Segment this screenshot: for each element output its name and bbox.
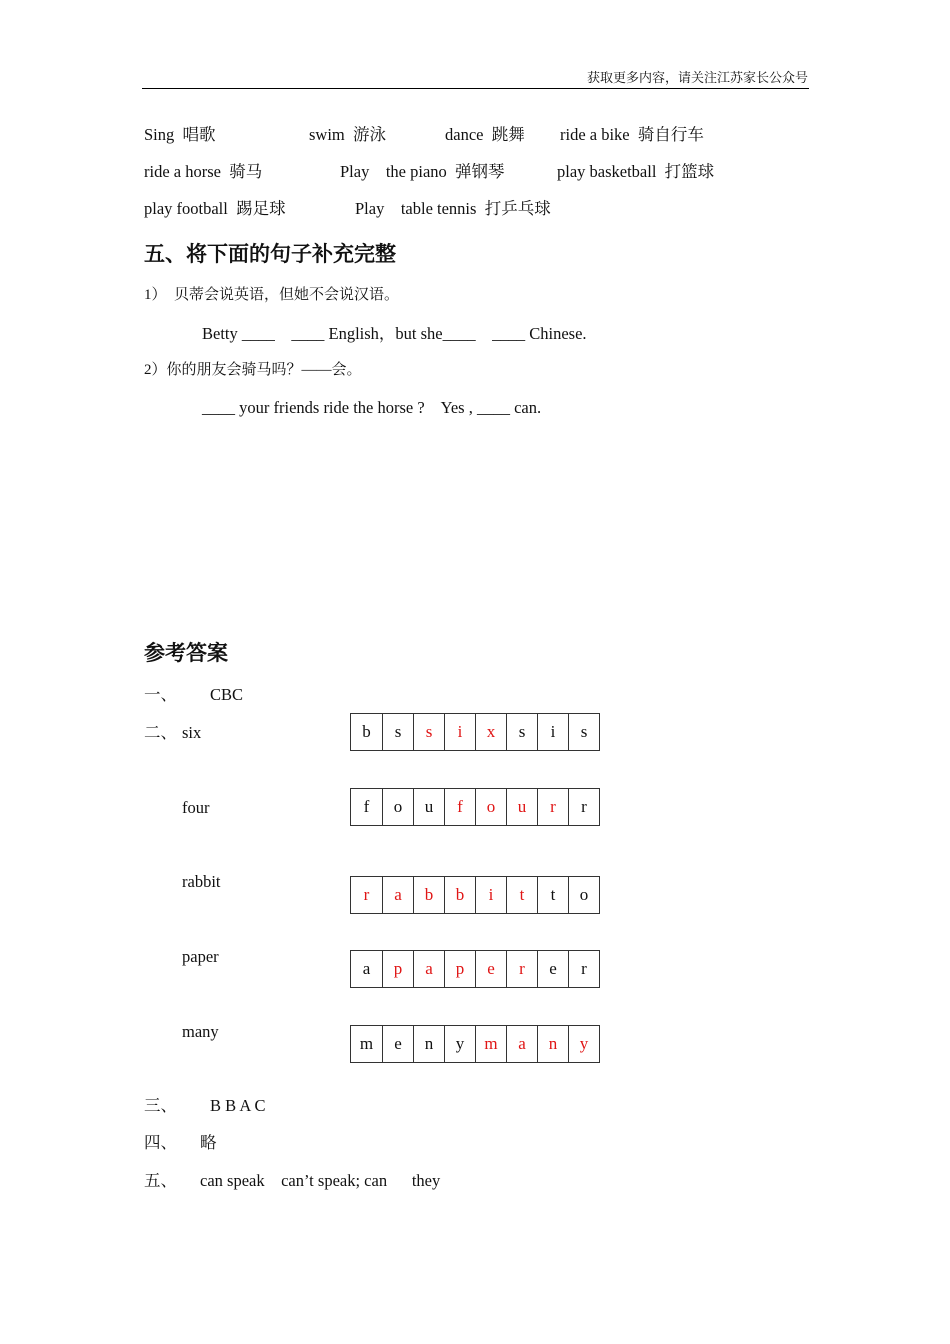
q1-english: Betty ____ ____ English，but she____ ____ Chinese. (202, 324, 587, 343)
letter-cell: i (475, 877, 506, 913)
letter-cell: r (537, 789, 568, 825)
letter-cell: x (475, 714, 506, 750)
letter-cell: f (444, 789, 475, 825)
answer3-label: 三、 (144, 1096, 177, 1115)
letter-cell: o (475, 789, 506, 825)
letter-cell: r (568, 789, 599, 825)
header-rule (142, 88, 809, 89)
answer4-label: 四、 (144, 1133, 177, 1152)
answer1-label: 一、 (144, 685, 177, 704)
letter-cell: e (382, 1026, 413, 1062)
answer4-value: 略 (200, 1133, 217, 1152)
letter-cell: a (506, 1026, 537, 1062)
letter-cell: a (362, 959, 371, 978)
word-label-paper: paper (182, 947, 219, 966)
letter-cell: a (413, 951, 444, 987)
letter-cell: r (568, 951, 599, 987)
letter-grid-rabbit (350, 876, 600, 914)
letter-grid-six (350, 713, 600, 751)
letter-cell: s (568, 714, 599, 750)
letter-cell: e (537, 951, 568, 987)
section5-title: 五、将下面的句子补充完整 (144, 242, 396, 266)
vocab-ride-bike: ride a bike 骑自行车 (560, 125, 704, 144)
letter-cell: i (444, 714, 475, 750)
letter-cell: u (506, 789, 537, 825)
vocab-swim: swim 游泳 (309, 125, 387, 144)
letter-grid-many (350, 1025, 600, 1063)
vocab-basketball: play basketball 打篮球 (557, 162, 715, 181)
word-label-many: many (182, 1022, 219, 1041)
letter-cell: s (506, 714, 537, 750)
letter-cell: r (506, 951, 537, 987)
answer2-label: 二、 (144, 723, 177, 742)
letter-cell: b (444, 877, 475, 913)
letter-cell: b (413, 877, 444, 913)
letter-cell: o (382, 789, 413, 825)
word-label-six: six (182, 723, 202, 742)
letter-cell: p (382, 951, 413, 987)
letter-cell: t (506, 877, 537, 913)
letter-cell: a (382, 877, 413, 913)
letter-cell: r (363, 885, 370, 904)
q1-chinese: 1） 贝蒂会说英语，但她不会说汉语。 (144, 287, 400, 303)
letter-cell: f (363, 797, 370, 816)
answers-title: 参考答案 (144, 641, 228, 665)
letter-cell: i (537, 714, 568, 750)
letter-cell: m (359, 1034, 374, 1053)
vocab-table-tennis: Play table tennis 打乒乓球 (355, 199, 551, 218)
vocab-dance: dance 跳舞 (445, 125, 525, 144)
letter-cell: n (413, 1026, 444, 1062)
letter-cell: s (382, 714, 413, 750)
answer5-value: can speak can’t speak; can they (200, 1171, 441, 1190)
vocab-ride-horse: ride a horse 骑马 (144, 162, 263, 181)
letter-cell: t (537, 877, 568, 913)
letter-cell: u (413, 789, 444, 825)
answer3-value: B B A C (210, 1096, 266, 1115)
letter-cell: e (475, 951, 506, 987)
vocab-sing: Sing 唱歌 (144, 125, 216, 144)
word-label-four: four (182, 798, 210, 817)
letter-grid-paper (350, 950, 600, 988)
answer1-value: CBC (210, 685, 244, 704)
letter-cell: p (444, 951, 475, 987)
vocab-football: play football 踢足球 (144, 199, 286, 218)
letter-cell: b (362, 722, 371, 741)
vocab-piano: Play the piano 弹钢琴 (340, 162, 505, 181)
letter-cell: y (444, 1026, 475, 1062)
letter-cell: m (475, 1026, 506, 1062)
q2-chinese: 2）你的朋友会骑马吗？——会。 (144, 362, 362, 378)
q2-english: ____ your friends ride the horse ? Yes , ____ can. (202, 398, 542, 417)
letter-cell: y (568, 1026, 599, 1062)
answer5-label: 五、 (144, 1171, 177, 1190)
letter-cell: n (537, 1026, 568, 1062)
header-text: 获取更多内容，请关注江苏家长公众号 (586, 70, 808, 85)
word-label-rabbit: rabbit (182, 872, 221, 891)
letter-cell: s (413, 714, 444, 750)
letter-cell: o (568, 877, 599, 913)
letter-grid-four (350, 788, 600, 826)
